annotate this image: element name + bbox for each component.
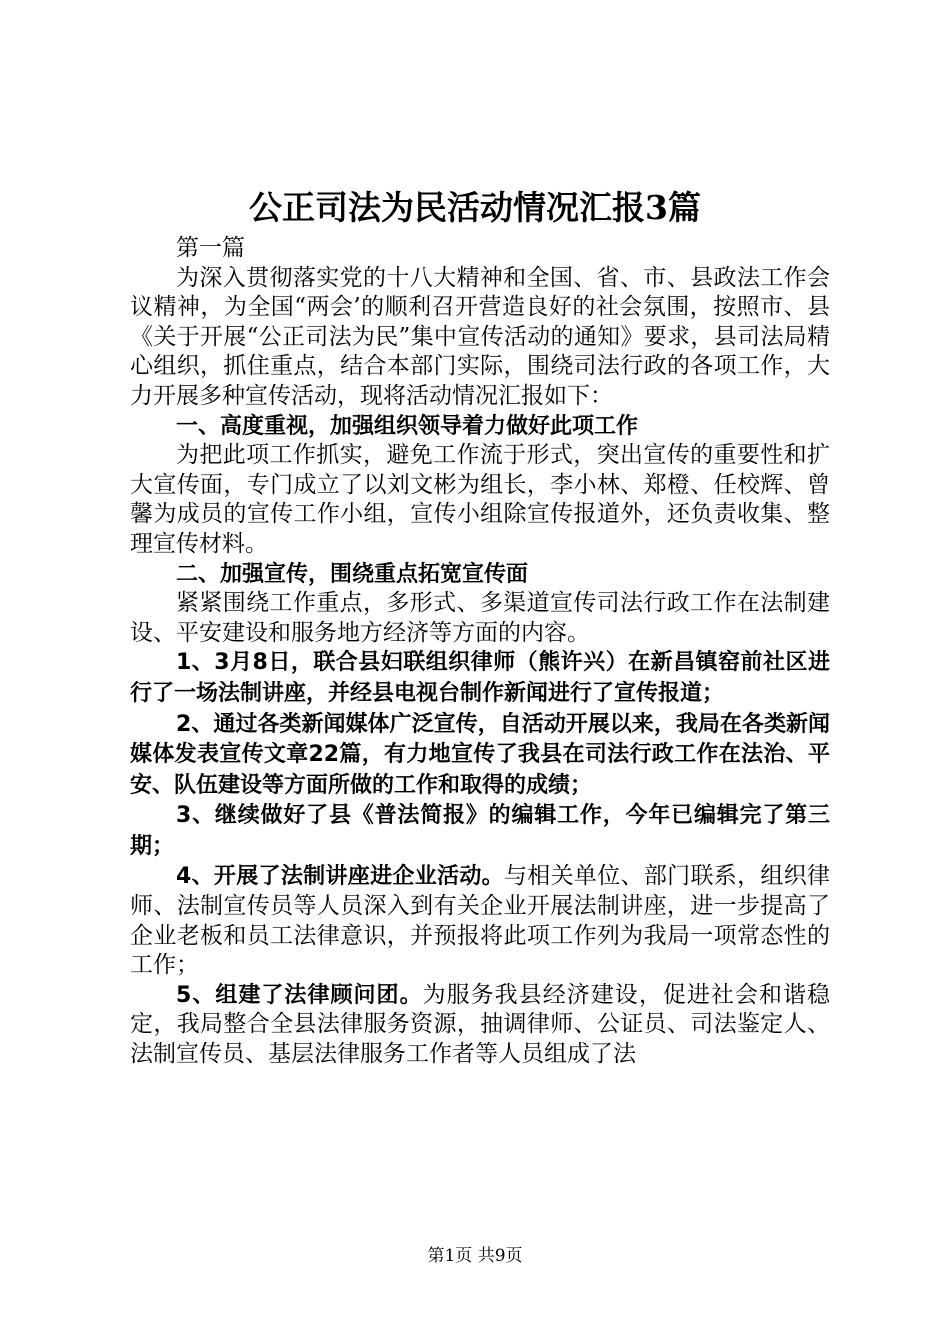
section-label: 第一篇: [176, 235, 245, 261]
paragraph-2: 紧紧围绕工作重点，多形式、多渠道宣传司法行政工作在法制建设、平安建设和服务地方经济等方面的内容。: [130, 590, 830, 646]
list-item-5-text: 为服务我县经济建设，促进社会和谐稳定，我局整合全县法律服务资源，抽调律师、公证员、司法鉴定人、法制宣传员、基层法律服务工作者等人员组成了法: [130, 981, 831, 1068]
list-item-4-text: 与相关单位、部门联系，组织律师、法制宣传员等人员深入到有关企业开展法制讲座，进一步提高了企业老板和员工法律意识，并预报将此项工作列为我局一项常态性的工作；: [130, 863, 831, 979]
document-body: [130, 234, 830, 1070]
list-item-4-lead: 4、开展了法制讲座进企业活动。: [176, 864, 504, 890]
list-item-4: [130, 862, 830, 980]
paragraph-1: 为把此项工作抓实，避免工作流于形式，突出宣传的重要性和扩大宣传面，专门成立了以刘文彬为组长，李小林、郑橙、任校辉、曾馨为成员的宣传工作小组，宣传小组除宣传报道外，还负责收集、整理宣传材料。: [130, 442, 830, 557]
section-heading-1: 一、高度重视，加强组织领导着力做好此项工作: [176, 413, 639, 439]
list-item-5: [130, 981, 830, 1070]
list-item-2: 2、通过各类新闻媒体广泛宣传，自活动开展以来，我局在各类新闻媒体发表宣传文章22篇，有力地宣传了我县在司法行政工作在法治、平安、队伍建设等方面所做的工作和取得的成绩；: [130, 711, 830, 798]
list-item-1: 1、3月8日，联合县妇联组织律师（熊许兴）在新昌镇窑前社区进行了一场法制讲座，并经县电视台制作新闻进行了宣传报道；: [130, 650, 830, 706]
intro-paragraph: 为深入贯彻落实党的十八大精神和全国、省、市、县政法工作会议精神，为全国“两会’的顺利召开营造良好的社会氛围，按照市、县《关于开展“公正司法为民”集中宣传活动的通知》要求，县司法局精心组织，抓住重点，结合本部门实际，围绕司法行政的各项工作，大力开展多种宣传活动，现将活动情况汇报如下：: [130, 264, 830, 409]
list-item-3: 3、继续做好了县《普法简报》的编辑工作，今年已编辑完了第三期；: [130, 803, 830, 859]
section-heading-2: 二、加强宣传，围绕重点拓宽宣传面: [176, 561, 529, 587]
document-title: 公正司法为民活动情况汇报3篇: [249, 188, 701, 227]
page-footer: 第1页 共9页: [427, 1246, 523, 1266]
list-item-5-lead: 5、组建了法律顾问团。: [176, 982, 423, 1008]
